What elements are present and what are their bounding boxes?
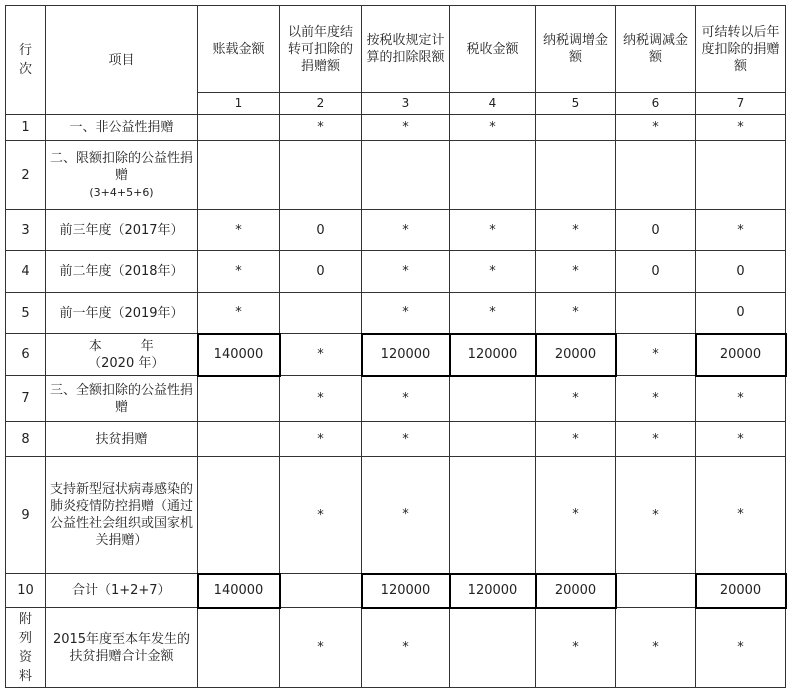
cell: *: [362, 251, 450, 293]
row-number: 9: [6, 457, 46, 574]
row-item-note: （2020 年）: [88, 355, 165, 371]
row-number: 4: [6, 251, 46, 293]
cell: [450, 376, 536, 422]
row-number: 8: [6, 422, 46, 457]
cell: *: [198, 210, 280, 251]
row-item: 一、非公益性捐赠: [46, 115, 198, 141]
appendix-label: 附列资料: [6, 608, 46, 688]
row-number: 7: [6, 376, 46, 422]
table-row: [6, 334, 786, 376]
cell: [280, 141, 362, 210]
cell: *: [280, 376, 362, 422]
header-col-3: 按税收规定计算的扣除限额: [362, 6, 450, 93]
cell: *: [536, 251, 616, 293]
cell: [536, 141, 616, 210]
cell: [362, 141, 450, 210]
col-number-5: 5: [536, 93, 616, 115]
row-item: 支持新型冠状病毒感染的肺炎疫情防控捐赠（通过公益性社会组织或国家机关捐赠）: [46, 457, 198, 574]
row-number: 3: [6, 210, 46, 251]
cell: *: [450, 115, 536, 141]
cell: *: [362, 608, 450, 688]
cell: 140000: [198, 334, 280, 376]
cell: *: [696, 422, 786, 457]
table-row: [6, 210, 786, 251]
cell: *: [198, 293, 280, 334]
cell: *: [362, 422, 450, 457]
cell: 120000: [450, 574, 536, 608]
cell: *: [536, 293, 616, 334]
cell: [198, 141, 280, 210]
table-row: [6, 574, 786, 608]
cell: *: [616, 115, 696, 141]
donation-adjustment-table: [5, 5, 787, 688]
row-item-label: 本 年: [88, 338, 154, 354]
appendix-item: 2015年度至本年发生的扶贫捐赠合计金额: [46, 608, 198, 688]
cell: *: [696, 457, 786, 574]
cell: 140000: [198, 574, 280, 608]
col-number-6: 6: [616, 93, 696, 115]
col-number-2: 2: [280, 93, 362, 115]
cell: *: [362, 293, 450, 334]
cell: *: [362, 210, 450, 251]
cell: 0: [616, 251, 696, 293]
cell: 120000: [450, 334, 536, 376]
cell: [280, 293, 362, 334]
cell: 20000: [696, 574, 786, 608]
cell: [616, 141, 696, 210]
cell: *: [450, 293, 536, 334]
cell: *: [616, 376, 696, 422]
cell: [536, 115, 616, 141]
cell: [198, 422, 280, 457]
row-item-note: (3+4+5+6): [89, 185, 154, 199]
col-number-3: 3: [362, 93, 450, 115]
cell: 0: [696, 251, 786, 293]
cell: 0: [280, 251, 362, 293]
table-row: [6, 422, 786, 457]
row-item: [46, 141, 198, 210]
cell: *: [696, 210, 786, 251]
cell: 20000: [696, 334, 786, 376]
cell: [280, 574, 362, 608]
cell: [198, 608, 280, 688]
cell: [198, 115, 280, 141]
cell: [616, 293, 696, 334]
row-item: 扶贫捐赠: [46, 422, 198, 457]
col-number-4: 4: [450, 93, 536, 115]
row-item: 前一年度（2019年）: [46, 293, 198, 334]
cell: *: [280, 115, 362, 141]
header-item: 项目: [46, 6, 198, 115]
cell: *: [536, 422, 616, 457]
cell: *: [198, 251, 280, 293]
row-item-label: 二、限额扣除的公益性捐赠: [49, 150, 193, 183]
table-row: [6, 251, 786, 293]
header-row-no: 行次: [6, 6, 46, 115]
cell: 120000: [362, 574, 450, 608]
cell: 120000: [362, 334, 450, 376]
cell: *: [280, 608, 362, 688]
cell: [450, 457, 536, 574]
header-col-1: 账载金额: [198, 6, 280, 93]
row-item: 前三年度（2017年）: [46, 210, 198, 251]
table-row: [6, 376, 786, 422]
header-col-6: 纳税调减金额: [616, 6, 696, 93]
cell: [696, 141, 786, 210]
cell: *: [362, 457, 450, 574]
cell: 0: [280, 210, 362, 251]
header-row: [6, 6, 786, 93]
col-number-7: 7: [696, 93, 786, 115]
cell: 0: [696, 293, 786, 334]
cell: *: [450, 210, 536, 251]
cell: 0: [616, 210, 696, 251]
cell: *: [280, 334, 362, 376]
row-item: 三、全额扣除的公益性捐赠: [46, 376, 198, 422]
header-col-4: 税收金额: [450, 6, 536, 93]
appendix-row: [6, 608, 786, 688]
cell: *: [616, 334, 696, 376]
row-number: 1: [6, 115, 46, 141]
cell: *: [696, 115, 786, 141]
col-number-1: 1: [198, 93, 280, 115]
cell: *: [536, 376, 616, 422]
row-number: 2: [6, 141, 46, 210]
header-col-2: 以前年度结转可扣除的捐赠额: [280, 6, 362, 93]
cell: 20000: [536, 574, 616, 608]
header-col-5: 纳税调增金额: [536, 6, 616, 93]
table-row: [6, 293, 786, 334]
cell: *: [536, 608, 616, 688]
cell: *: [362, 115, 450, 141]
row-item: [46, 334, 198, 376]
cell: *: [536, 457, 616, 574]
cell: 20000: [536, 334, 616, 376]
row-item: 前二年度（2018年）: [46, 251, 198, 293]
cell: *: [280, 457, 362, 574]
cell: *: [616, 457, 696, 574]
cell: *: [696, 376, 786, 422]
row-item: 合计（1+2+7）: [46, 574, 198, 608]
cell: *: [696, 608, 786, 688]
cell: *: [616, 422, 696, 457]
cell: [198, 376, 280, 422]
table-row: [6, 141, 786, 210]
cell: *: [362, 376, 450, 422]
row-number: 10: [6, 574, 46, 608]
cell: *: [536, 210, 616, 251]
table-row: [6, 115, 786, 141]
row-number: 5: [6, 293, 46, 334]
cell: [450, 608, 536, 688]
cell: [198, 457, 280, 574]
cell: [450, 422, 536, 457]
cell: [616, 574, 696, 608]
cell: *: [616, 608, 696, 688]
row-number: 6: [6, 334, 46, 376]
cell: [450, 141, 536, 210]
cell: *: [450, 251, 536, 293]
table-row: [6, 457, 786, 574]
cell: *: [280, 422, 362, 457]
header-col-7: 可结转以后年度扣除的捐赠额: [696, 6, 786, 93]
